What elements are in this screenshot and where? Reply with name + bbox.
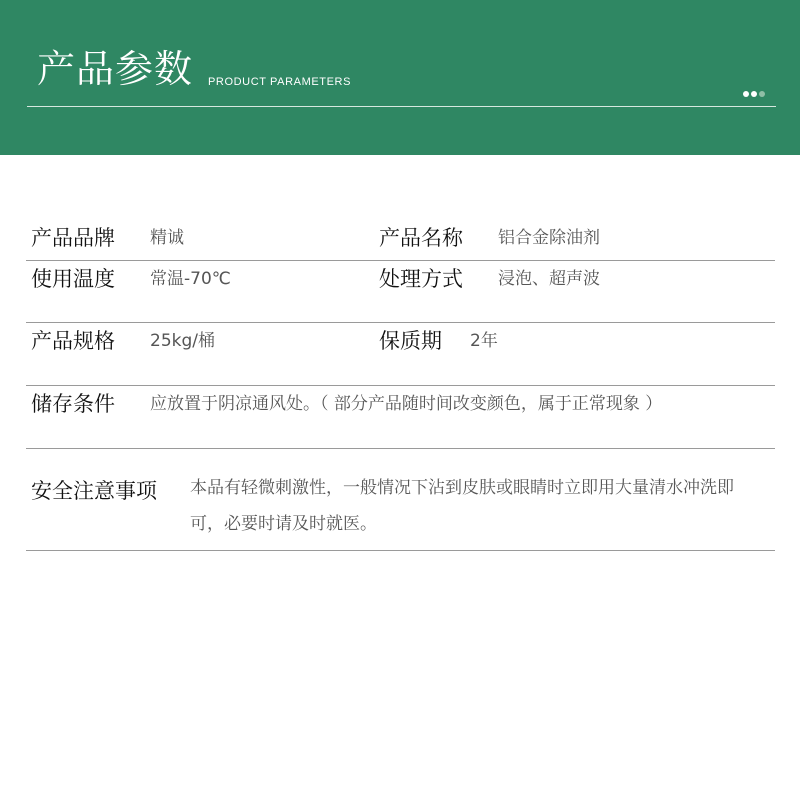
- pagination-dots: [743, 91, 765, 97]
- dot-indicator-2: [751, 91, 757, 97]
- table-row: [26, 386, 775, 449]
- header-divider: [27, 106, 776, 107]
- storage-value: 应放置于阴凉通风处。（ 部分产品随时间改变颜色，属于正常现象 ）: [150, 394, 663, 414]
- method-value: 浸泡、超声波: [498, 269, 600, 289]
- parameter-table: [26, 200, 775, 551]
- storage-label: 储存条件: [31, 392, 115, 416]
- page-title: 产品参数: [37, 47, 194, 91]
- brand-value: 精诚: [150, 228, 184, 248]
- spec-label: 产品规格: [31, 329, 115, 353]
- dot-indicator-3: [759, 91, 765, 97]
- shelf-life-value: 2年: [470, 331, 498, 351]
- safety-value: 本品有轻微刺激性，一般情况下沾到皮肤或眼睛时立即用大量清水冲洗即可，必要时请及时就医。: [190, 478, 734, 534]
- safety-label: 安全注意事项: [31, 479, 157, 503]
- brand-label: 产品品牌: [31, 226, 115, 250]
- method-label: 处理方式: [379, 267, 463, 291]
- product-name-label: 产品名称: [379, 226, 463, 250]
- header-banner: [0, 0, 800, 155]
- table-row: [26, 449, 775, 551]
- usage-temp-value: 常温-70℃: [150, 269, 231, 289]
- usage-temp-label: 使用温度: [31, 267, 115, 291]
- spec-value: 25kg/桶: [150, 331, 215, 351]
- product-name-value: 铝合金除油剂: [498, 228, 600, 248]
- shelf-life-label: 保质期: [379, 329, 442, 353]
- dot-indicator-1: [743, 91, 749, 97]
- page-subtitle: PRODUCT PARAMETERS: [208, 76, 352, 88]
